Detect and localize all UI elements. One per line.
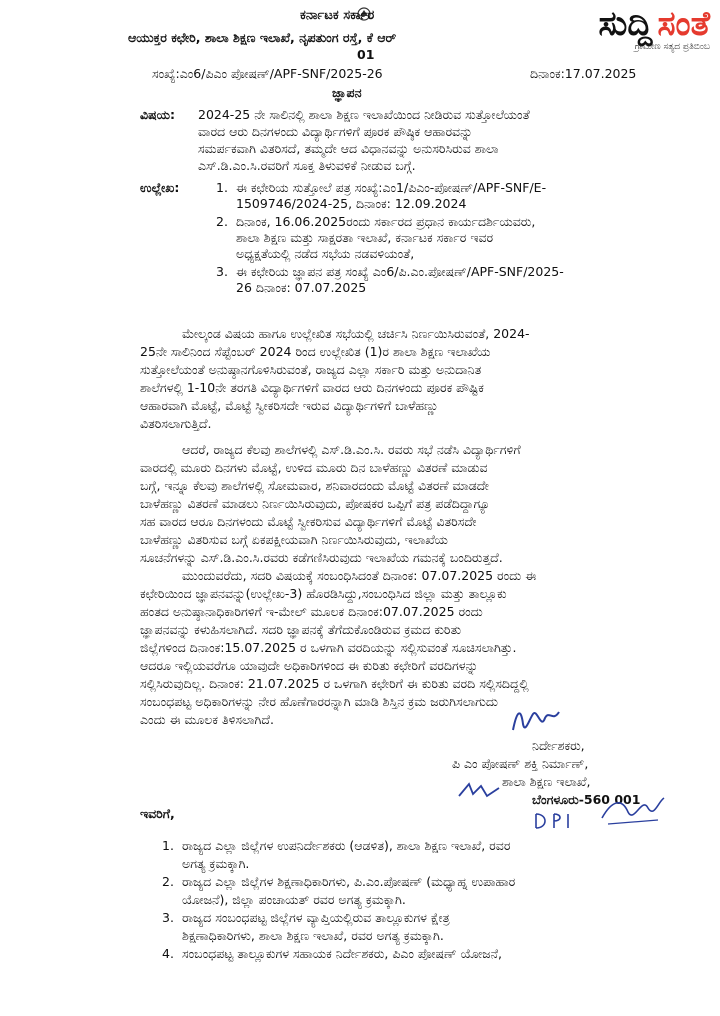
recipient-number: 4. [162,946,174,961]
initials-stamp-icon [455,778,505,802]
office-address: ಆಯುಕ್ತರ ಕಛೇರಿ, ಶಾಲಾ ಶಿಕ್ಷಣ ಇಲಾಖೆ, ನೃಪತುಂಗ ರಸ್ತೆ, ಕೆ ಆರ್ [128,30,397,45]
body-line: ಸುತ್ತೋಲೆಯಂತೆ ಅನುಷ್ಠಾನಗೊಳಿಸಿರುವಂತೆ, ರಾಜ್ಯದ ಎಲ್ಲಾ ಸರ್ಕಾರಿ ಮತ್ತು ಅನುದಾನಿತ [140,362,482,377]
reference-line: 1509746/2024-25, ದಿನಾಂಕ: 12.09.2024 [236,196,467,211]
government-title: ಕರ್ನಾಟಕ ಸರ್ಕಾರ [300,8,375,23]
recipient-line: ರಾಜ್ಯದ ಸಂಬಂಧಪಟ್ಟ ಜಿಲ್ಲೆಗಳ ವ್ಯಾಪ್ತಿಯಲ್ಲಿರುವ ತಾಲ್ಲೂಕುಗಳ ಕ್ಷೇತ್ರ [182,910,450,925]
logo-part-1: ಸುದ್ದಿ [598,4,653,44]
logo-tagline: ಗ್ರಾಮೀಣ ಸತ್ಯದ ಪ್ರತಿಬಿಂಬ [634,42,710,52]
signatory-line: ಪಿ ಎಂ ಪೋಷಣ್ ಶಕ್ತಿ ನಿರ್ಮಾಣ್, [452,756,589,771]
body-line: 25ನೇ ಸಾಲಿನಿಂದ ಸೆಪ್ಟೆಂಬರ್ 2024 ರಿಂದ ಉಲ್ಲೇಖಿತ (1)ರ ಶಾಲಾ ಶಿಕ್ಷಣ ಇಲಾಖೆಯ [140,344,491,359]
recipient-line: ಸಂಬಂಧಪಟ್ಟ ತಾಲ್ಲೂಕುಗಳ ಸಹಾಯಕ ನಿರ್ದೇಶಕರು, ಪಿಎಂ ಪೋಷಣ್ ಯೋಜನೆ, [182,946,503,961]
document-type-heading: ಜ್ಞಾಪನ [332,85,362,100]
reference-line: ಈ ಕಛೇರಿಯ ಸುತ್ತೋಲೆ ಪತ್ರ ಸಂಖ್ಯೆ:ಎಂ1/ಪಿಎಂ-ಪೋಷಣ್/APF-SNF/E- [236,180,547,195]
sudhi-sante-logo [598,4,710,52]
body-line: ಬಾಳೆಹಣ್ಣು ವಿತರಣೆ ಮಾಡಲು ನಿರ್ಣಯಿಸಿರುವುದು, ಪೋಷಕರ ಒಪ್ಪಿಗೆ ಪತ್ರ ಪಡೆದಿದ್ದಾಗ್ಯೂ [140,496,490,511]
body-line: ವಿತರಿಸಲಾಗುತ್ತಿದೆ. [140,416,212,431]
reference-line: ಶಾಲಾ ಶಿಕ್ಷಣ ಮತ್ತು ಸಾಕ್ಷರತಾ ಇಲಾಖೆ, ಕರ್ನಾಟಕ ಸರ್ಕಾರ ಇವರ [236,230,494,245]
dpi-initials-icon [530,808,590,834]
body-line: ಸಹ ವಾರದ ಆರೂ ದಿನಗಳಂದು ಮೊಟ್ಟೆ ಸ್ವೀಕರಿಸುವ ವಿದ್ಯಾರ್ಥಿಗಳಿಗೆ ಮೊಟ್ಟೆ ವಿತರಿಸದೇ [140,514,477,529]
reference-number-3: 3. [216,264,228,279]
body-line: ಸಲ್ಲಿಸಿರುವುದಿಲ್ಲ. ದಿನಾಂಕ: 21.07.2025 ರ ಒಳಗಾಗಿ ಕಛೇರಿಗೆ ಈ ಕುರಿತು ವರದಿ ಸಲ್ಲಿಸದಿದ್ದಲ್ಲಿ [140,676,529,691]
reference-number: ಸಂಖ್ಯೆ:ಎಂ6/ಪಿಎಂ ಪೋಷಣ್/APF-SNF/2025-26 [152,66,383,81]
subject-line: 2024-25 ನೇ ಸಾಲಿನಲ್ಲಿ ಶಾಲಾ ಶಿಕ್ಷಣ ಇಲಾಖೆಯಿಂದ ನೀಡಿರುವ ಸುತ್ತೋಲೆಯಂತೆ [198,107,530,122]
body-line: ಸಂಬಂಧಪಟ್ಟ ಅಧಿಕಾರಿಗಳನ್ನು ನೇರ ಹೊಣೆಗಾರರನ್ನಾಗಿ ಮಾಡಿ ಶಿಸ್ತಿನ ಕ್ರಮ ಜರುಗಿಸಲಾಗುದು [140,694,498,709]
body-line: ಶಾಲೆಗಳಲ್ಲಿ 1-10ನೇ ತರಗತಿ ವಿದ್ಯಾರ್ಥಿಗಳಿಗೆ ವಾರದ ಆರು ದಿನಗಳಂದು ಪೂರಕ ಪೌಷ್ಟಿಕ [140,380,484,395]
body-line: ಮೇಲ್ಕಂಡ ವಿಷಯ ಹಾಗೂ ಉಲ್ಲೇಖಿತ ಸಭೆಯಲ್ಲಿ ಚರ್ಚಿಸಿ ನಿರ್ಣಯಿಸಿರುವಂತೆ, 2024- [182,326,530,341]
signatory-line: ಶಾಲಾ ಶಿಕ್ಷಣ ಇಲಾಖೆ, [502,774,591,789]
reference-line: ಈ ಕಛೇರಿಯ ಜ್ಞಾಪನ ಪತ್ರ ಸಂಖ್ಯೆ ಎಂ6/ಪಿ.ಎಂ.ಪೋಷಣ್/APF-SNF/2025- [236,264,564,279]
subject-line: ಎಸ್.ಡಿ.ಎಂ.ಸಿ.ರವರಿಗೆ ಸೂಕ್ತ ತಿಳುವಳಿಕೆ ನೀಡುವ ಬಗ್ಗೆ. [198,158,416,173]
body-line: ಜ್ಞಾಪನವನ್ನು ಕಳುಹಿಸಲಾಗಿದೆ. ಸದರಿ ಜ್ಞಾಪನಕ್ಕೆ ತೆಗೆದುಕೊಂಡಿರುವ ಕ್ರಮದ ಕುರಿತು [140,622,462,637]
recipient-line: ರಾಜ್ಯದ ಎಲ್ಲಾ ಜಿಲ್ಲೆಗಳ ಶಿಕ್ಷಣಾಧಿಕಾರಿಗಳು, ಪಿ.ಎಂ.ಪೋಷಣ್ (ಮಧ್ಯಾಹ್ನ ಉಪಾಹಾರ [182,874,516,889]
signatory-line: ಬೆಂಗಳೂರು-560 001 [532,792,641,807]
body-line: ಬಾಳೆಹಣ್ಣು ವಿತರಿಸುವ ಬಗ್ಗೆ ಏಕಪಕ್ಷೀಯವಾಗಿ ನಿರ್ಣಯಿಸಿರುವುದು, ಇಲಾಖೆಯ [140,532,448,547]
body-line: ಕಛೇರಿಯಿಂದ ಜ್ಞಾಪನವನ್ನು(ಉಲ್ಲೇಖ-3) ಹೊರಡಿಸಿದ್ದು,ಸಂಬಂಧಿಸಿದ ಜಿಲ್ಲಾ ಮತ್ತು ತಾಲ್ಲೂಕು [140,586,507,601]
body-line: ಜಿಲ್ಲೆಗಳಿಂದ ದಿನಾಂಕ:15.07.2025 ರ ಒಳಗಾಗಿ ವರದಿಯನ್ನು ಸಲ್ಲಿಸುವಂತೆ ಸೂಚಿಸಲಾಗಿತ್ತು. [140,640,517,655]
body-line: ಎಂದು ಈ ಮೂಲಕ ತಿಳಿಸಲಾಗಿದೆ. [140,712,274,727]
recipient-line: ಅಗತ್ಯ ಕ್ರಮಕ್ಕಾಗಿ. [182,856,250,871]
logo-part-2: ಸಂತೆ [657,4,710,44]
recipient-line: ಶಿಕ್ಷಣಾಧಿಕಾರಿಗಳು, ಶಾಲಾ ಶಿಕ್ಷಣ ಇಲಾಖೆ, ರವರ ಅಗತ್ಯ ಕ್ರಮಕ್ಕಾಗಿ. [182,928,444,943]
reference-number-2: 2. [216,214,228,229]
recipient-line: ರಾಜ್ಯದ ಎಲ್ಲಾ ಜಿಲ್ಲೆಗಳ ಉಪನಿರ್ದೇಶಕರು (ಆಡಳಿತ), ಶಾಲಾ ಶಿಕ್ಷಣ ಇಲಾಖೆ, ರವರ [182,838,511,853]
reference-number-1: 1. [216,180,228,195]
reference-line: ದಿನಾಂಕ, 16.06.2025ರಂದು ಸರ್ಕಾರದ ಪ್ರಧಾನ ಕಾರ್ಯದರ್ಶಿಯವರು, [236,214,536,229]
recipient-number: 2. [162,874,174,889]
recipient-number: 3. [162,910,174,925]
document-date: ದಿನಾಂಕ:17.07.2025 [530,66,637,81]
director-signature-icon [505,700,565,740]
recipient-line: ಯೋಜನೆ), ಜಿಲ್ಲಾ ಪಂಚಾಯತ್ ರವರ ಅಗತ್ಯ ಕ್ರಮಕ್ಕಾಗಿ. [182,892,406,907]
reference-line: 26 ದಿನಾಂಕ: 07.07.2025 [236,280,367,295]
body-line: ಆಹಾರವಾಗಿ ಮೊಟ್ಟೆ, ಮೊಟ್ಟೆ ಸ್ವೀಕರಿಸದೇ ಇರುವ ವಿದ್ಯಾರ್ಥಿಗಳಿಗೆ ಬಾಳೆಹಣ್ಣು [140,398,439,413]
body-line: ಬಗ್ಗೆ, ಇನ್ನೂ ಕೆಲವು ಶಾಲೆಗಳಲ್ಲಿ ಸೋಮವಾರ, ಶನಿವಾರದಂದು ಮೊಟ್ಟೆ ವಿತರಣೆ ಮಾಡದೇ [140,478,489,493]
signatory-line: ನಿರ್ದೇಶಕರು, [532,738,585,753]
body-line: ಆದರೆ, ರಾಜ್ಯದ ಕೆಲವು ಶಾಲೆಗಳಲ್ಲಿ ಎಸ್.ಡಿ.ಎಂ.ಸಿ. ರವರು ಸಭೆ ನಡೆಸಿ ವಿದ್ಯಾರ್ಥಿಗಳಿಗೆ [182,442,521,457]
body-line: ವಾರದಲ್ಲಿ ಮೂರು ದಿನಗಳು ಮೊಟ್ಟೆ, ಉಳಿದ ಮೂರು ದಿನ ಬಾಳೆಹಣ್ಣು ವಿತರಣೆ ಮಾಡುವ [140,460,488,475]
subject-line: ಸಮರ್ಪಕವಾಗಿ ವಿತರಿಸದೆ, ತಮ್ಮದೇ ಆದ ವಿಧಾನವನ್ನು ಅನುಸರಿಸಿರುವ ಶಾಲಾ [198,141,499,156]
body-line: ಆದರೂ ಇಲ್ಲಿಯವರೆಗೂ ಯಾವುದೇ ಅಧಿಕಾರಿಗಳಿಂದ ಈ ಕುರಿತು ಕಛೇರಿಗೆ ವರದಿಗಳನ್ನು [140,658,479,673]
subject-line: ವಾರದ ಆರು ದಿನಗಳಂದು ವಿದ್ಯಾರ್ಥಿಗಳಿಗೆ ಪೂರಕ ಪೌಷ್ಠಿಕ ಆಹಾರವನ್ನು [198,124,473,139]
body-line: ಸೂಚನೆಗಳನ್ನು ಎಸ್.ಡಿ.ಎಂ.ಸಿ.ರವರು ಕಡೆಗಣಿಸಿರುವುದು ಇಲಾಖೆಯ ಗಮನಕ್ಕೆ ಬಂದಿರುತ್ತದೆ. [140,550,503,565]
office-address-tail: 01 [357,47,375,62]
subject-label: ವಿಷಯ: [140,107,175,122]
recipients-label: ಇವರಿಗೆ, [140,806,175,821]
references-label: ಉಲ್ಲೇಖ: [140,180,180,195]
body-line: ಮುಂದುವರೆದು, ಸದರಿ ವಿಷಯಕ್ಕೆ ಸಂಬಂಧಿಸಿದಂತೆ ದಿನಾಂಕ: 07.07.2025 ರಂದು ಈ [182,568,537,583]
body-line: ಹಂತದ ಅನುಷ್ಠಾನಾಧಿಕಾರಿಗಳಿಗೆ ಇ-ಮೇಲ್ ಮೂಲಕ ದಿನಾಂಕ:07.07.2025 ರಂದು [140,604,483,619]
approval-stamp-icon [598,790,668,830]
recipient-number: 1. [162,838,174,853]
reference-line: ಅಧ್ಯಕ್ಷತೆಯಲ್ಲಿ ನಡೆದ ಸಭೆಯ ನಡವಳಿಯಂತೆ, [236,246,415,261]
